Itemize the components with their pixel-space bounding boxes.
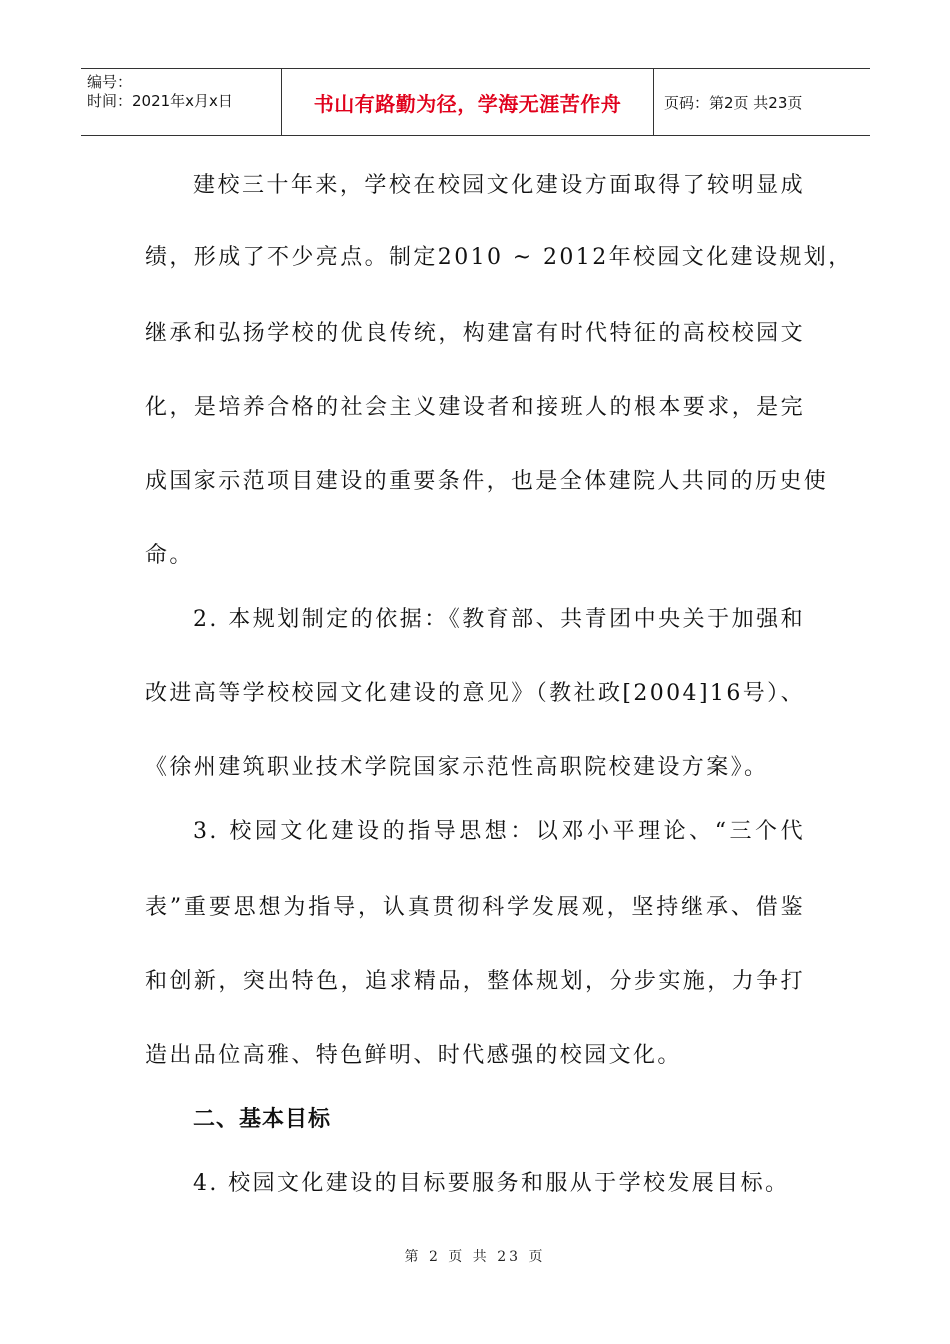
paragraph-line: 成国家示范项目建设的重要条件，也是全体建院人共同的历史使 <box>145 469 829 494</box>
page-code-text: 页码：第2页 共23页 <box>664 93 803 112</box>
paragraph-line: 继承和弘扬学校的优良传统，构建富有时代特征的高校校园文 <box>145 321 805 346</box>
paragraph-line: 造出品位高雅、特色鲜明、时代感强的校园文化。 <box>145 1043 682 1068</box>
paragraph-line: 4. 校园文化建设的目标要服务和服从于学校发展目标。 <box>193 1171 790 1196</box>
header-motto-cell <box>281 69 654 135</box>
document-number-label: 编号： <box>87 73 133 91</box>
paragraph-line: 化，是培养合格的社会主义建设者和接班人的根本要求，是完 <box>145 395 805 420</box>
paragraph-line: 命。 <box>145 543 194 568</box>
paragraph-line: 《徐州建筑职业技术学院国家示范性高职院校建设方案》。 <box>145 755 769 780</box>
paragraph-line: 3. 校园文化建设的指导思想：以邓小平理论、“三个代 <box>193 819 805 844</box>
header-motto: 书山有路勤为径，学海无涯苦作舟 <box>313 91 622 116</box>
paragraph-line: 改进高等学校校园文化建设的意见》（教社政[2004]16号）、 <box>145 681 805 706</box>
paragraph-line: 2. 本规划制定的依据：《教育部、共青团中央关于加强和 <box>193 607 805 632</box>
section-heading: 二、基本目标 <box>193 1107 332 1132</box>
page-header <box>81 68 870 136</box>
page-footer: 第 2 页 共 23 页 <box>404 1249 546 1265</box>
header-page-code <box>654 69 870 135</box>
document-time-label: 时间：2021年x月x日 <box>87 92 233 110</box>
paragraph-line: 建校三十年来，学校在校园文化建设方面取得了较明显成 <box>193 173 805 198</box>
paragraph-line: 绩，形成了不少亮点。制定2010 ~ 2012年校园文化建设规划， <box>145 245 853 270</box>
paragraph-line: 表”重要思想为指导，认真贯彻科学发展观，坚持继承、借鉴 <box>145 895 805 920</box>
header-meta <box>81 69 281 135</box>
paragraph-line: 和创新，突出特色，追求精品，整体规划，分步实施，力争打 <box>145 969 805 994</box>
